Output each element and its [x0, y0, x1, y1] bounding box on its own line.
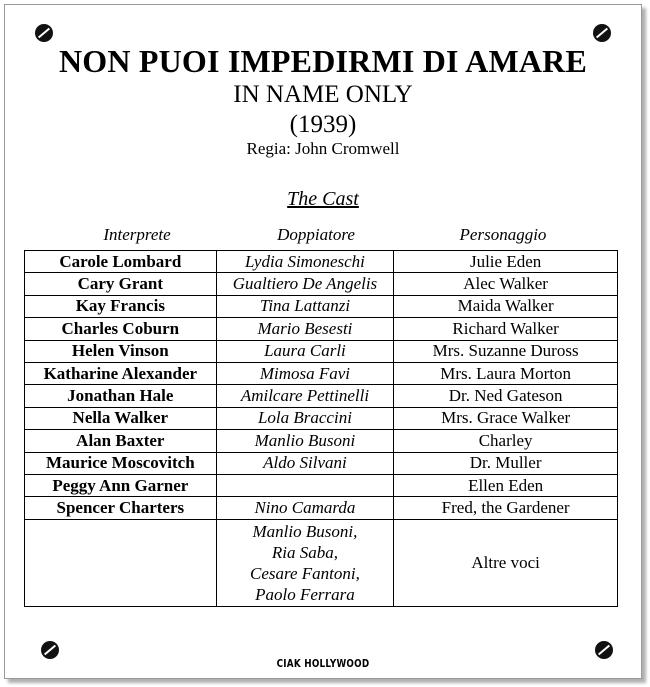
role-cell: Mrs. Grace Walker [394, 407, 618, 429]
screw-icon [41, 641, 59, 659]
role-cell: Mrs. Laura Morton [394, 362, 618, 384]
table-row [25, 340, 618, 362]
actor-cell: Spencer Charters [25, 497, 217, 519]
actor-cell: Helen Vinson [25, 340, 217, 362]
title-card [4, 4, 642, 679]
actor-cell: Katharine Alexander [25, 362, 217, 384]
original-title: IN NAME ONLY [233, 81, 413, 108]
dubber-name: Manlio Busoni, [252, 521, 358, 541]
dubber-cell: Aldo Silvani [216, 452, 394, 474]
other-voices-row [25, 519, 618, 606]
role-cell: Julie Eden [394, 251, 618, 273]
actor-cell: Peggy Ann Garner [25, 474, 217, 496]
table-row [25, 318, 618, 340]
movie-title: NON PUOI IMPEDIRMI DI AMARE [58, 43, 588, 79]
dubber-cell: Laura Carli [216, 340, 394, 362]
dubber-name: Ria Saba, [271, 542, 338, 562]
table-row [25, 430, 618, 452]
dubber-cell: Gualtiero De Angelis [216, 273, 394, 295]
actor-cell: Jonathan Hale [25, 385, 217, 407]
dubber-cell: Mario Besesti [216, 318, 394, 340]
actor-cell: Cary Grant [25, 273, 217, 295]
role-cell: Ellen Eden [394, 474, 618, 496]
actor-cell: Nella Walker [25, 407, 217, 429]
table-row [25, 362, 618, 384]
screw-icon [593, 24, 611, 42]
table-row [25, 407, 618, 429]
director-credit: Regia: John Cromwell [246, 139, 400, 158]
table-row [25, 385, 618, 407]
dubber-cell: Lola Braccini [216, 407, 394, 429]
actor-cell: Maurice Moscovitch [25, 452, 217, 474]
release-year: (1939) [289, 111, 357, 138]
cast-heading: The Cast [287, 188, 359, 210]
dubber-cell [216, 474, 394, 496]
dubber-name: Cesare Fantoni, [250, 563, 360, 583]
actor-cell [25, 519, 217, 606]
role-cell: Altre voci [394, 519, 618, 606]
dubber-cell: Tina Lattanzi [216, 295, 394, 317]
actor-cell: Carole Lombard [25, 251, 217, 273]
dubber-cell: Manlio Busoni [216, 430, 394, 452]
table-row [25, 452, 618, 474]
ciak-hollywood-logo: CIAK HOLLYWOOD [276, 657, 370, 670]
role-cell: Richard Walker [394, 318, 618, 340]
other-voices-dubbers [216, 519, 394, 606]
screw-icon [595, 641, 613, 659]
table-row [25, 273, 618, 295]
dubber-name: Paolo Ferrara [255, 584, 355, 604]
role-cell: Dr. Muller [394, 452, 618, 474]
role-cell: Mrs. Suzanne Duross [394, 340, 618, 362]
role-cell: Fred, the Gardener [394, 497, 618, 519]
dubber-cell: Mimosa Favi [216, 362, 394, 384]
table-row [25, 474, 618, 496]
table-row [25, 251, 618, 273]
actor-cell: Charles Coburn [25, 318, 217, 340]
dubber-cell: Nino Camarda [216, 497, 394, 519]
column-header-dubber: Doppiatore [277, 225, 355, 244]
screw-icon [35, 24, 53, 42]
role-cell: Maida Walker [394, 295, 618, 317]
column-header-role: Personaggio [459, 225, 547, 244]
role-cell: Alec Walker [394, 273, 618, 295]
role-cell: Dr. Ned Gateson [394, 385, 618, 407]
dubber-cell: Amilcare Pettinelli [216, 385, 394, 407]
table-row [25, 295, 618, 317]
dubber-cell: Lydia Simoneschi [216, 251, 394, 273]
actor-cell: Kay Francis [25, 295, 217, 317]
actor-cell: Alan Baxter [25, 430, 217, 452]
table-row [25, 497, 618, 519]
cast-table [24, 250, 618, 607]
role-cell: Charley [394, 430, 618, 452]
column-header-actor: Interprete [103, 225, 171, 244]
